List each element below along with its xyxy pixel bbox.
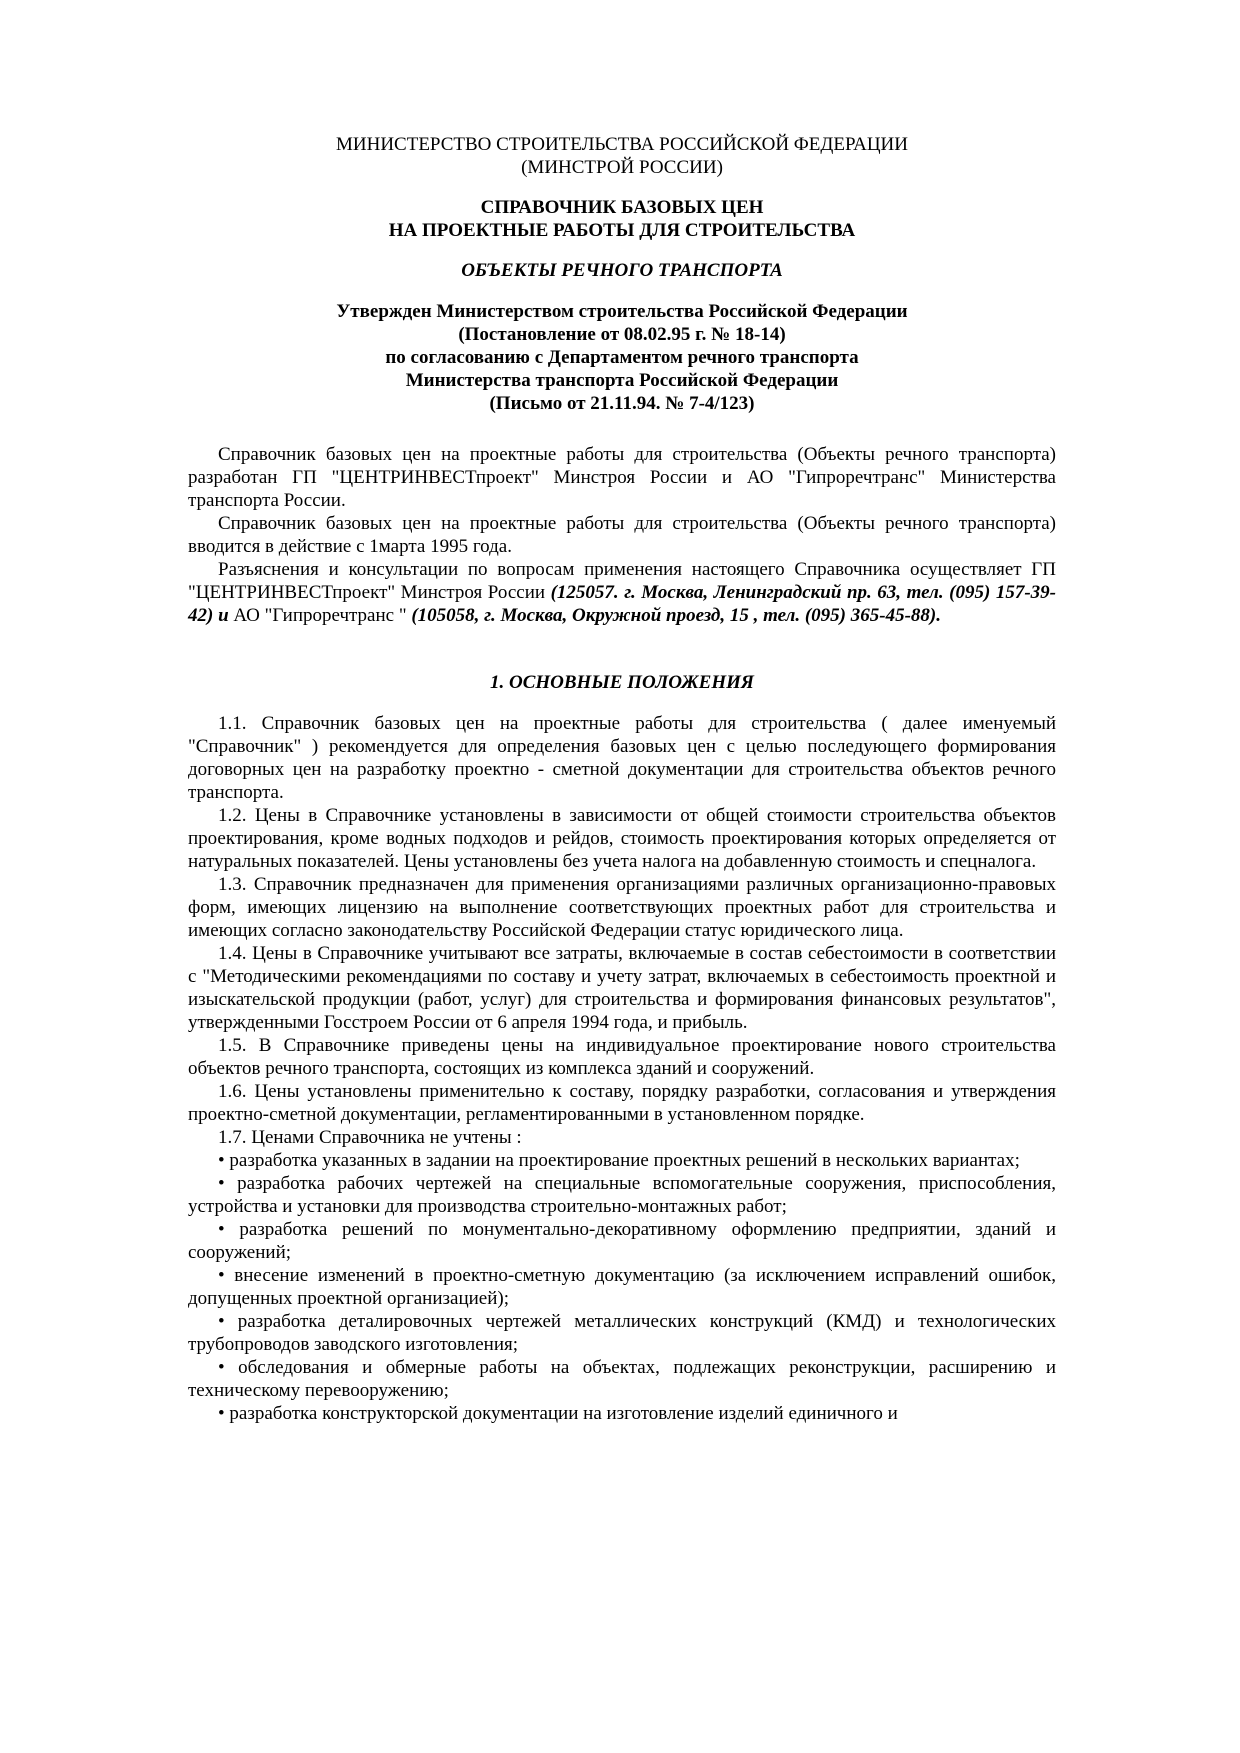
approval-line: Министерства транспорта Российской Федерации <box>405 370 839 391</box>
approval-line: Утвержден Министерством строительства Российской Федерации <box>336 301 908 322</box>
approval-line: (Постановление от 08.02.95 г. № 18-14) <box>458 324 786 345</box>
section-paragraph: 1.3. Справочник предназначен для применения организациями различных организационно-правовых форм, имеющих лицензию на выполнение соответствующих проектных работ для строительства и имеющих согласно законодательству Российской Федерации статус юридического лица. <box>188 874 1056 941</box>
contacts-text: Разъяснения и консультации по вопросам применения настоящего Справочника осуществляет ГП "ЦЕНТРИНВЕСТпроект" Минстроя России <box>188 559 1056 603</box>
bullet-item: • разработка конструкторской документации на изготовление изделий единичного и <box>218 1403 898 1424</box>
section-heading: 1. ОСНОВНЫЕ ПОЛОЖЕНИЯ <box>489 672 754 693</box>
document-title <box>188 196 1056 242</box>
intro-block <box>188 443 1056 627</box>
ministry-header <box>188 133 1056 179</box>
section-paragraph: 1.1. Справочник базовых цен на проектные работы для строительства ( далее именуемый "Справочник" ) рекомендуется для определения базовых цен с целью последующего формирования договорных цен на разработку проектно - сметной документации для строительства объектов речного транспорта. <box>188 713 1056 803</box>
bullet-item: • разработка решений по монументально-декоративному оформлению предприятии, зданий и сооружений; <box>188 1219 1056 1263</box>
section-body <box>188 712 1056 1425</box>
bullet-item: • внесение изменений в проектно-сметную документацию (за исключением исправлений ошибок, допущенных проектной организацией); <box>188 1265 1056 1309</box>
contacts-text: АО "Гипроречтранс " <box>228 605 412 626</box>
document-subtitle: ОБЪЕКТЫ РЕЧНОГО ТРАНСПОРТА <box>461 260 783 281</box>
section-paragraph: 1.2. Цены в Справочнике установлены в зависимости от общей стоимости строительства объектов проектирования, кроме водных подходов и рейдов, стоимость проектирования которых определяется от натуральных показателей. Цены установлены без учета налога на добавленную стоимость и спецналога. <box>188 805 1056 872</box>
approval-block <box>188 300 1056 415</box>
approval-line: по согласованию с Департаментом речного транспорта <box>385 347 859 368</box>
ministry-short-name: (МИНСТРОЙ РОССИИ) <box>521 157 723 178</box>
bullet-item: • обследования и обмерные работы на объектах, подлежащих реконструкции, расширению и техническому перевооружению; <box>188 1357 1056 1401</box>
title-line-1: СПРАВОЧНИК БАЗОВЫХ ЦЕН <box>480 197 764 218</box>
title-line-2: НА ПРОЕКТНЫЕ РАБОТЫ ДЛЯ СТРОИТЕЛЬСТВА <box>388 220 856 241</box>
bullet-item: • разработка рабочих чертежей на специальные вспомогательные сооружения, приспособления, устройства и установки для производства строительно-монтажных работ; <box>188 1173 1056 1217</box>
contacts-address-2: (105058, г. Москва, Окружной проезд, 15 , тел. (095) 365-45-88). <box>411 605 941 626</box>
section-paragraph: 1.4. Цены в Справочнике учитывают все затраты, включаемые в состав себестоимости в соответствии с "Методическими рекомендациями по составу и учету затрат, включаемых в себестоимость проектной и изыскательской продукции (работ, услуг) для строительства и формирования финансовых результатов", утвержденными Госстроем России от 6 апреля 1994 года, и прибыль. <box>188 943 1056 1033</box>
intro-paragraph: Справочник базовых цен на проектные работы для строительства (Объекты речного транспорта) разработан ГП "ЦЕНТРИНВЕСТпроект" Минстроя России и АО "Гипроречтранс" Министерства транспорта России. <box>188 444 1056 511</box>
section-paragraph: 1.6. Цены установлены применительно к составу, порядку разработки, согласования и утверждения проектно-сметной документации, регламентированными в установленном порядке. <box>188 1081 1056 1125</box>
section-paragraph: 1.7. Ценами Справочника не учтены : <box>218 1127 522 1148</box>
bullet-item: • разработка указанных в задании на проектирование проектных решений в нескольких вариантах; <box>218 1150 1020 1171</box>
ministry-name: МИНИСТЕРСТВО СТРОИТЕЛЬСТВА РОССИЙСКОЙ ФЕДЕРАЦИИ <box>335 134 908 155</box>
approval-line: (Письмо от 21.11.94. № 7-4/123) <box>489 393 755 414</box>
section-paragraph: 1.5. В Справочнике приведены цены на индивидуальное проектирование нового строительства объектов речного транспорта, состоящих из комплекса зданий и сооружений. <box>188 1035 1056 1079</box>
contacts-address-1: (125057. г. Москва, Ленинградский пр. 63, тел. (095) 157-39-42) и <box>188 582 1056 626</box>
intro-paragraph-contacts <box>188 558 1056 627</box>
intro-paragraph: Справочник базовых цен на проектные работы для строительства (Объекты речного транспорта) вводится в действие с 1марта 1995 года. <box>188 513 1056 557</box>
bullet-item: • разработка деталировочных чертежей металлических конструкций (КМД) и технологических трубопроводов заводского изготовления; <box>188 1311 1056 1355</box>
